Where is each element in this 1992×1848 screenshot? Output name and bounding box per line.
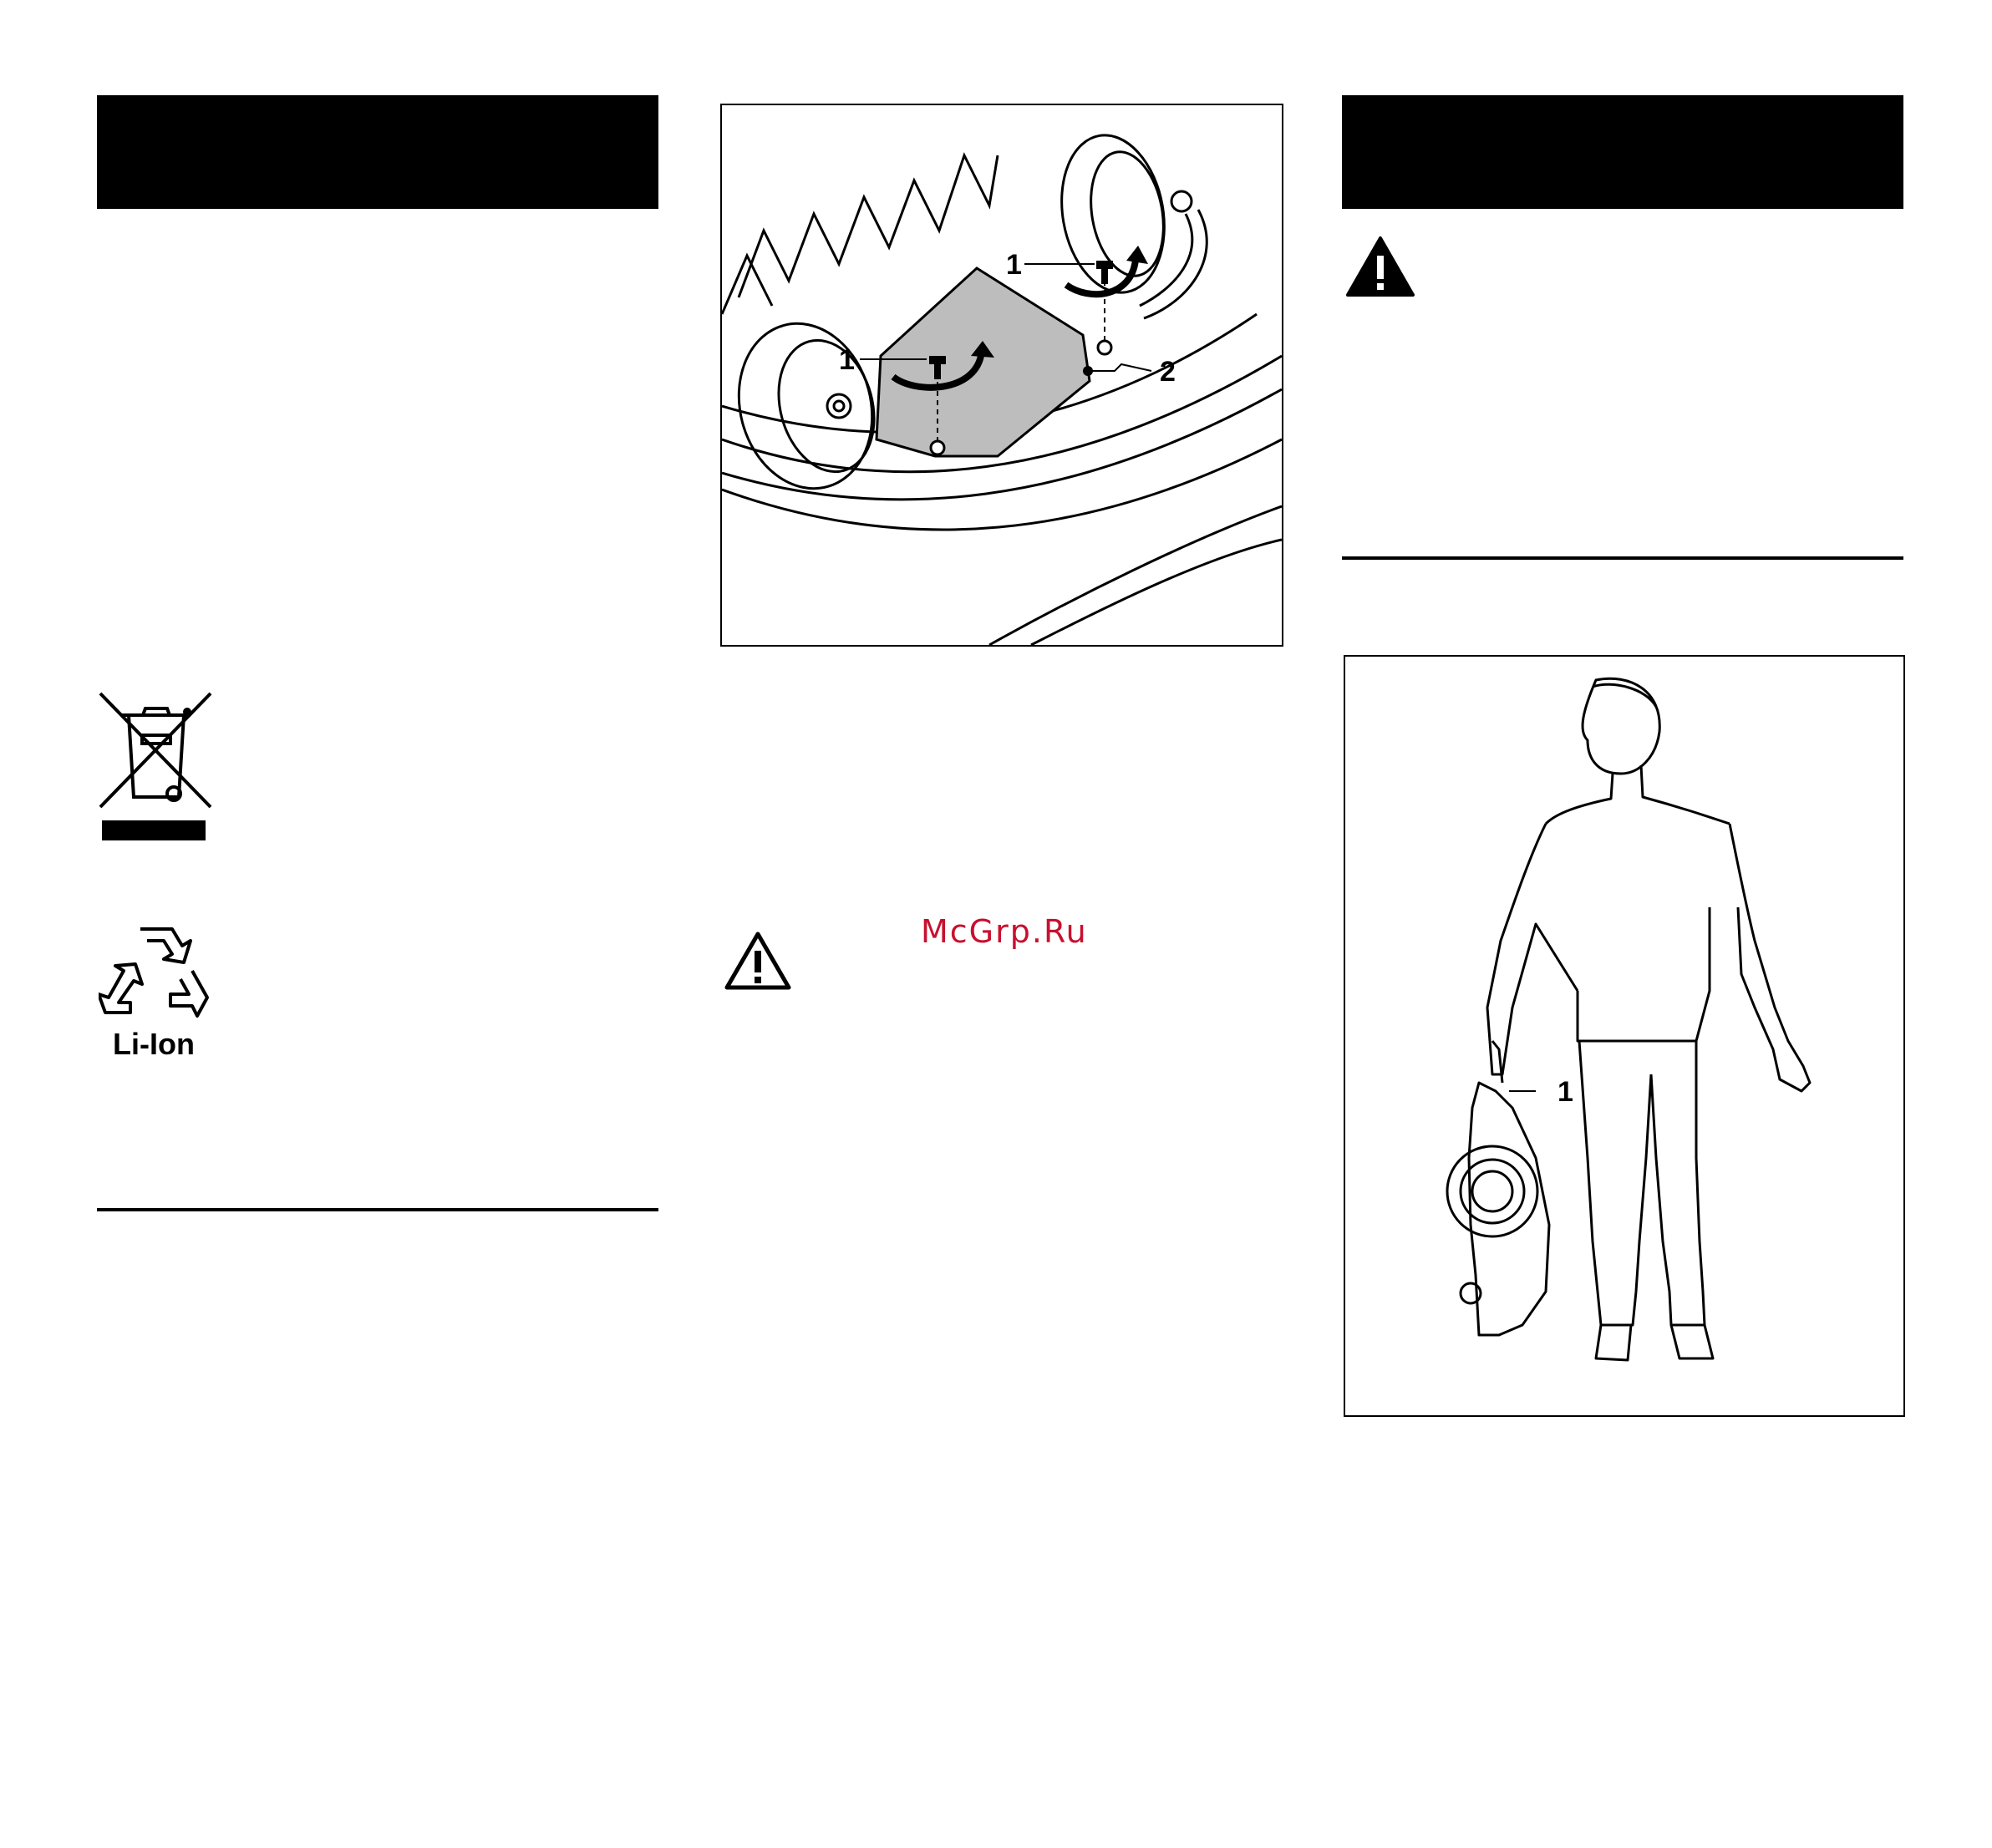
section-header-bar-left	[97, 95, 658, 209]
battery-type-label: Li-Ion	[113, 1027, 195, 1061]
callout-screw-left: 1	[839, 344, 855, 376]
callout-cover-plate: 2	[1160, 356, 1176, 388]
warning-triangle-filled-icon	[1345, 236, 1415, 297]
crossed-out-wheelie-bin-icon	[97, 690, 214, 844]
warning-triangle-outline-icon	[724, 931, 792, 991]
section-divider-left	[97, 1208, 658, 1211]
figure-mower-underside	[720, 104, 1283, 647]
watermark: McGrp.Ru	[921, 913, 1088, 950]
callout-screw-right: 1	[1006, 249, 1022, 281]
recycling-icon	[99, 919, 216, 1019]
callout-carry-handle: 1	[1558, 1076, 1573, 1108]
section-header-bar-right	[1342, 95, 1903, 209]
figure-person-carrying-mower	[1344, 655, 1905, 1417]
section-divider-right	[1342, 556, 1903, 560]
